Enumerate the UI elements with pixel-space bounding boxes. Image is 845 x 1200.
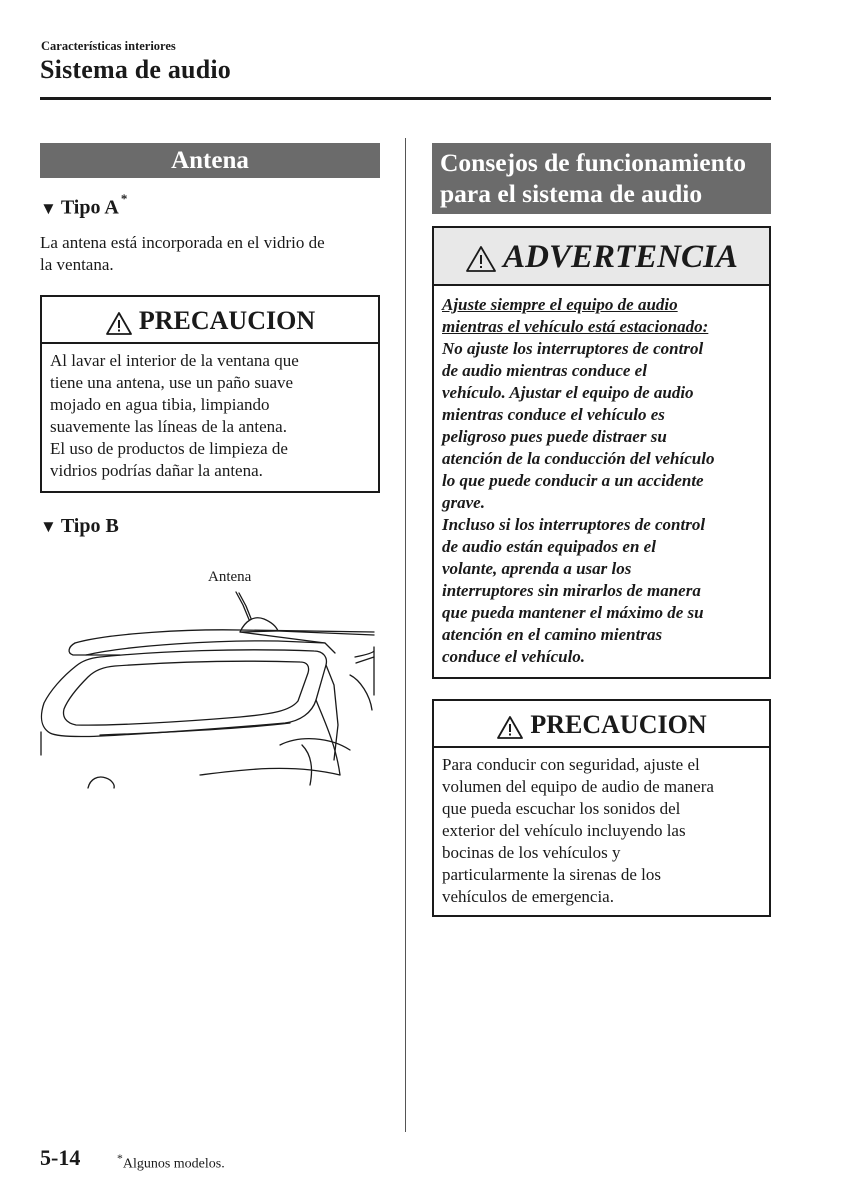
antenna-callout-label: Antena — [208, 569, 252, 585]
footnote-marker: * — [117, 1152, 123, 1165]
text-line: lo que puede conducir a un accidente — [442, 471, 704, 490]
precaucion-title: PRECAUCION — [42, 297, 378, 344]
heading-line: para el sistema de audio — [440, 179, 703, 208]
text-line: exterior del vehículo incluyendo las — [442, 821, 686, 840]
footnote — [117, 1152, 225, 1173]
text-line: suavemente las líneas de la antena. — [50, 417, 287, 436]
tipo-a-heading — [40, 191, 128, 220]
text-line: Al lavar el interior de la ventana que — [50, 351, 299, 370]
text-line: conduce el vehículo. — [442, 647, 586, 666]
page-title: Sistema de audio — [40, 55, 232, 84]
advertencia-title: ADVERTENCIA — [434, 228, 769, 286]
advertencia-body — [434, 286, 769, 668]
precaucion-box-audio — [432, 699, 771, 917]
text-line: Incluso si los interruptores de control — [442, 515, 706, 534]
text-line: mojado en agua tibia, limpiando — [50, 395, 270, 414]
precaucion-title: PRECAUCION — [434, 701, 769, 748]
text-line: Para conducir con seguridad, ajuste el — [442, 755, 700, 774]
text-line: grave. — [442, 493, 485, 512]
text-line: atención en el camino mientras — [442, 625, 663, 644]
text-line: de audio están equipados en el — [442, 537, 656, 556]
text-line: peligroso pues puede distraer su — [442, 427, 667, 446]
text-line: El uso de productos de limpieza de — [50, 439, 288, 458]
triangle-bullet-icon: ▼ — [40, 198, 57, 218]
text-line: vidrios podrías dañar la antena. — [50, 461, 263, 480]
warning-icon — [465, 245, 497, 273]
warning-icon — [496, 715, 524, 740]
text-line: que pueda mantener el máximo de su — [442, 603, 704, 622]
warning-icon — [105, 311, 133, 336]
text-line: La antena está incorporada en el vidrio de — [40, 233, 325, 252]
heading-line: Consejos de funcionamiento — [440, 148, 747, 177]
tipo-a-description — [40, 232, 385, 276]
precaucion-body — [42, 344, 378, 482]
text-line: volumen del equipo de audio de manera — [442, 777, 714, 796]
text-line: volante, aprenda a usar los — [442, 559, 632, 578]
header-rule — [40, 97, 771, 100]
precaucion-box-antena — [40, 295, 380, 493]
text-line: que pueda escuchar los sonidos del — [442, 799, 681, 818]
text-line: mientras el vehículo está estacionado: — [442, 317, 709, 336]
text-line: Ajuste siempre el equipo de audio — [442, 295, 678, 314]
text-line: particularmente la sirenas de los — [442, 865, 662, 884]
section-label: Características interiores — [41, 39, 176, 53]
page-number: 5-14 — [40, 1145, 81, 1170]
text-line: bocinas de los vehículos y — [442, 843, 621, 862]
text-line: de audio mientras conduce el — [442, 361, 647, 380]
consejos-heading — [432, 143, 771, 214]
advertencia-box — [432, 226, 771, 679]
text-line: atención de la conducción del vehículo — [442, 449, 715, 468]
text-line: la ventana. — [40, 255, 114, 274]
antena-heading: Antena — [40, 143, 380, 178]
tipo-b-label: Tipo B — [60, 515, 119, 537]
triangle-bullet-icon: ▼ — [40, 517, 57, 536]
text-line: mientras conduce el vehículo es — [442, 405, 665, 424]
footnote-text: Algunos modelos. — [122, 1156, 225, 1172]
text-line: vehículos de emergencia. — [442, 887, 614, 906]
text-line: No ajuste los interruptores de control — [442, 339, 704, 358]
rear-window-antenna-illustration — [40, 585, 380, 790]
column-divider — [405, 138, 406, 1132]
text-line: vehículo. Ajustar el equipo de audio — [442, 383, 694, 402]
precaucion-body — [434, 748, 769, 908]
text-line: tiene una antena, use un paño suave — [50, 373, 294, 392]
tipo-a-label: Tipo A — [60, 196, 119, 219]
tipo-b-heading — [40, 515, 119, 538]
footnote-marker: * — [120, 191, 128, 206]
text-line: interruptores sin mirarlos de manera — [442, 581, 701, 600]
